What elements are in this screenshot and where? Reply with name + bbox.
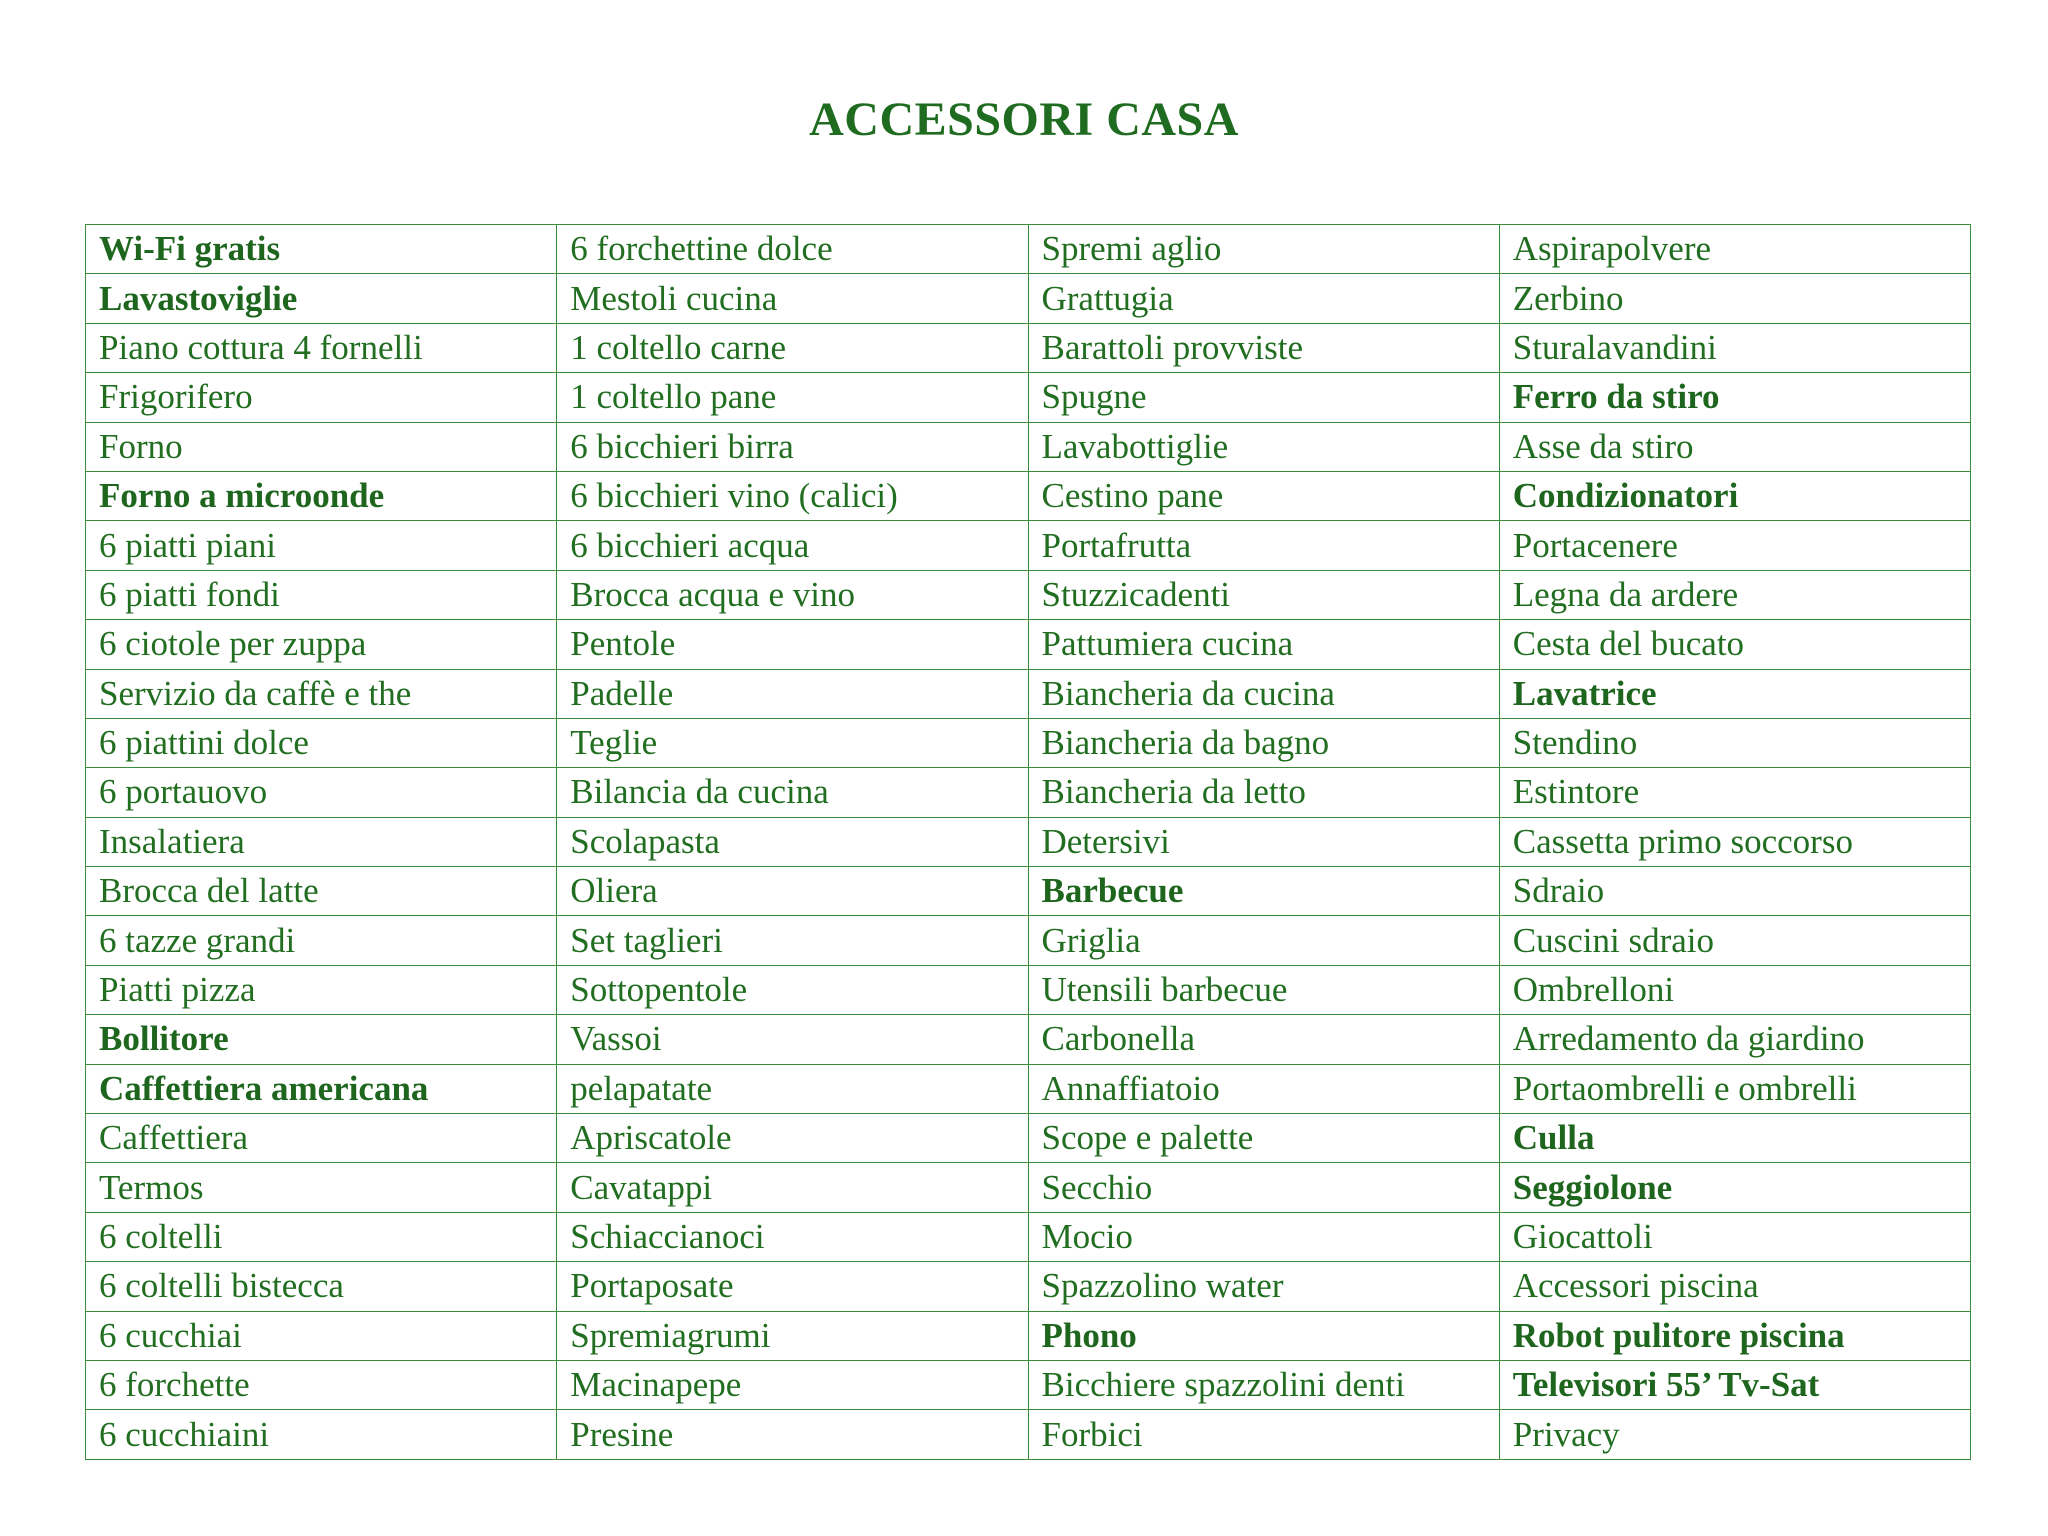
table-row xyxy=(86,570,1971,619)
table-cell: Giocattoli xyxy=(1499,1212,1970,1261)
table-cell: Schiaccianoci xyxy=(557,1212,1028,1261)
table-cell: 1 coltello carne xyxy=(557,323,1028,372)
table-cell: Scolapasta xyxy=(557,817,1028,866)
table-cell: Forbici xyxy=(1028,1410,1499,1459)
table-cell: Forno a microonde xyxy=(86,471,557,520)
table-cell: 6 tazze grandi xyxy=(86,916,557,965)
table-row xyxy=(86,620,1971,669)
table-row xyxy=(86,1410,1971,1459)
table-cell: Apriscatole xyxy=(557,1114,1028,1163)
table-cell: Frigorifero xyxy=(86,373,557,422)
table-row xyxy=(86,422,1971,471)
table-cell: Sturalavandini xyxy=(1499,323,1970,372)
table-cell: Cassetta primo soccorso xyxy=(1499,817,1970,866)
table-row xyxy=(86,669,1971,718)
table-row xyxy=(86,471,1971,520)
table-cell: 6 forchettine dolce xyxy=(557,225,1028,274)
table-row xyxy=(86,323,1971,372)
table-cell: pelapatate xyxy=(557,1064,1028,1113)
table-row xyxy=(86,867,1971,916)
table-cell: Vassoi xyxy=(557,1015,1028,1064)
table-cell: 6 bicchieri birra xyxy=(557,422,1028,471)
table-row xyxy=(86,1015,1971,1064)
table-row xyxy=(86,1360,1971,1409)
table-cell: Brocca acqua e vino xyxy=(557,570,1028,619)
inventory-table xyxy=(85,224,1971,1460)
table-cell: Cesta del bucato xyxy=(1499,620,1970,669)
table-cell: Set taglieri xyxy=(557,916,1028,965)
table-cell: 6 piatti fondi xyxy=(86,570,557,619)
table-cell: Presine xyxy=(557,1410,1028,1459)
table-cell: Mestoli cucina xyxy=(557,274,1028,323)
table-cell: 6 cucchiai xyxy=(86,1311,557,1360)
table-cell: Ombrelloni xyxy=(1499,965,1970,1014)
table-cell: Televisori 55’ Tv-Sat xyxy=(1499,1360,1970,1409)
table-cell: Servizio da caffè e the xyxy=(86,669,557,718)
table-cell: Spazzolino water xyxy=(1028,1262,1499,1311)
table-cell: 6 bicchieri acqua xyxy=(557,521,1028,570)
table-cell: 1 coltello pane xyxy=(557,373,1028,422)
table-row xyxy=(86,274,1971,323)
table-cell: Bollitore xyxy=(86,1015,557,1064)
table-cell: Termos xyxy=(86,1163,557,1212)
table-cell: Caffettiera xyxy=(86,1114,557,1163)
table-row xyxy=(86,768,1971,817)
table-cell: Teglie xyxy=(557,718,1028,767)
table-cell: Asse da stiro xyxy=(1499,422,1970,471)
table-row xyxy=(86,521,1971,570)
table-cell: Forno xyxy=(86,422,557,471)
table-cell: Biancheria da letto xyxy=(1028,768,1499,817)
table-row xyxy=(86,1262,1971,1311)
table-row xyxy=(86,373,1971,422)
table-cell: Cavatappi xyxy=(557,1163,1028,1212)
table-cell: Piano cottura 4 fornelli xyxy=(86,323,557,372)
table-cell: 6 cucchiaini xyxy=(86,1410,557,1459)
table-cell: Wi-Fi gratis xyxy=(86,225,557,274)
table-cell: Seggiolone xyxy=(1499,1163,1970,1212)
table-cell: Macinapepe xyxy=(557,1360,1028,1409)
table-row xyxy=(86,1163,1971,1212)
table-cell: Stuzzicadenti xyxy=(1028,570,1499,619)
table-cell: Spremi aglio xyxy=(1028,225,1499,274)
table-row xyxy=(86,817,1971,866)
table-cell: Lavastoviglie xyxy=(86,274,557,323)
table-cell: Cestino pane xyxy=(1028,471,1499,520)
table-cell: 6 ciotole per zuppa xyxy=(86,620,557,669)
table-cell: Annaffiatoio xyxy=(1028,1064,1499,1113)
table-cell: 6 piattini dolce xyxy=(86,718,557,767)
table-cell: Carbonella xyxy=(1028,1015,1499,1064)
table-cell: Scope e palette xyxy=(1028,1114,1499,1163)
table-cell: Sdraio xyxy=(1499,867,1970,916)
table-cell: Oliera xyxy=(557,867,1028,916)
table-cell: Utensili barbecue xyxy=(1028,965,1499,1014)
table-cell: Robot pulitore piscina xyxy=(1499,1311,1970,1360)
table-cell: Culla xyxy=(1499,1114,1970,1163)
table-cell: Lavatrice xyxy=(1499,669,1970,718)
table-row xyxy=(86,965,1971,1014)
table-cell: 6 bicchieri vino (calici) xyxy=(557,471,1028,520)
table-cell: Privacy xyxy=(1499,1410,1970,1459)
table-cell: Stendino xyxy=(1499,718,1970,767)
table-cell: 6 forchette xyxy=(86,1360,557,1409)
table-cell: 6 coltelli xyxy=(86,1212,557,1261)
table-cell: Secchio xyxy=(1028,1163,1499,1212)
table-row xyxy=(86,1311,1971,1360)
table-row xyxy=(86,225,1971,274)
table-cell: Mocio xyxy=(1028,1212,1499,1261)
table-cell: Insalatiera xyxy=(86,817,557,866)
table-cell: Lavabottiglie xyxy=(1028,422,1499,471)
table-cell: Pattumiera cucina xyxy=(1028,620,1499,669)
table-cell: Bicchiere spazzolini denti xyxy=(1028,1360,1499,1409)
table-cell: Portafrutta xyxy=(1028,521,1499,570)
table-cell: Condizionatori xyxy=(1499,471,1970,520)
page-title: ACCESSORI CASA xyxy=(809,93,1239,146)
table-cell: Portaombrelli e ombrelli xyxy=(1499,1064,1970,1113)
table-cell: Grattugia xyxy=(1028,274,1499,323)
table-cell: Sottopentole xyxy=(557,965,1028,1014)
table-row xyxy=(86,1212,1971,1261)
table-cell: Portaposate xyxy=(557,1262,1028,1311)
table-cell: Legna da ardere xyxy=(1499,570,1970,619)
table-cell: Detersivi xyxy=(1028,817,1499,866)
table-cell: Spugne xyxy=(1028,373,1499,422)
table-cell: Biancheria da bagno xyxy=(1028,718,1499,767)
table-cell: Zerbino xyxy=(1499,274,1970,323)
table-cell: Padelle xyxy=(557,669,1028,718)
table-cell: 6 portauovo xyxy=(86,768,557,817)
table-cell: Piatti pizza xyxy=(86,965,557,1014)
table-row xyxy=(86,916,1971,965)
table-row xyxy=(86,718,1971,767)
table-cell: Cuscini sdraio xyxy=(1499,916,1970,965)
table-cell: Pentole xyxy=(557,620,1028,669)
table-cell: Phono xyxy=(1028,1311,1499,1360)
table-cell: Ferro da stiro xyxy=(1499,373,1970,422)
table-cell: Biancheria da cucina xyxy=(1028,669,1499,718)
table-cell: Griglia xyxy=(1028,916,1499,965)
inventory-table-body xyxy=(86,225,1971,1460)
table-cell: Barattoli provviste xyxy=(1028,323,1499,372)
table-cell: Accessori piscina xyxy=(1499,1262,1970,1311)
table-cell: Aspirapolvere xyxy=(1499,225,1970,274)
table-cell: Barbecue xyxy=(1028,867,1499,916)
table-cell: Portacenere xyxy=(1499,521,1970,570)
table-cell: Estintore xyxy=(1499,768,1970,817)
table-row xyxy=(86,1114,1971,1163)
table-cell: 6 piatti piani xyxy=(86,521,557,570)
table-row xyxy=(86,1064,1971,1113)
table-cell: Spremiagrumi xyxy=(557,1311,1028,1360)
table-cell: Brocca del latte xyxy=(86,867,557,916)
table-cell: Caffettiera americana xyxy=(86,1064,557,1113)
table-cell: Arredamento da giardino xyxy=(1499,1015,1970,1064)
table-cell: 6 coltelli bistecca xyxy=(86,1262,557,1311)
table-cell: Bilancia da cucina xyxy=(557,768,1028,817)
